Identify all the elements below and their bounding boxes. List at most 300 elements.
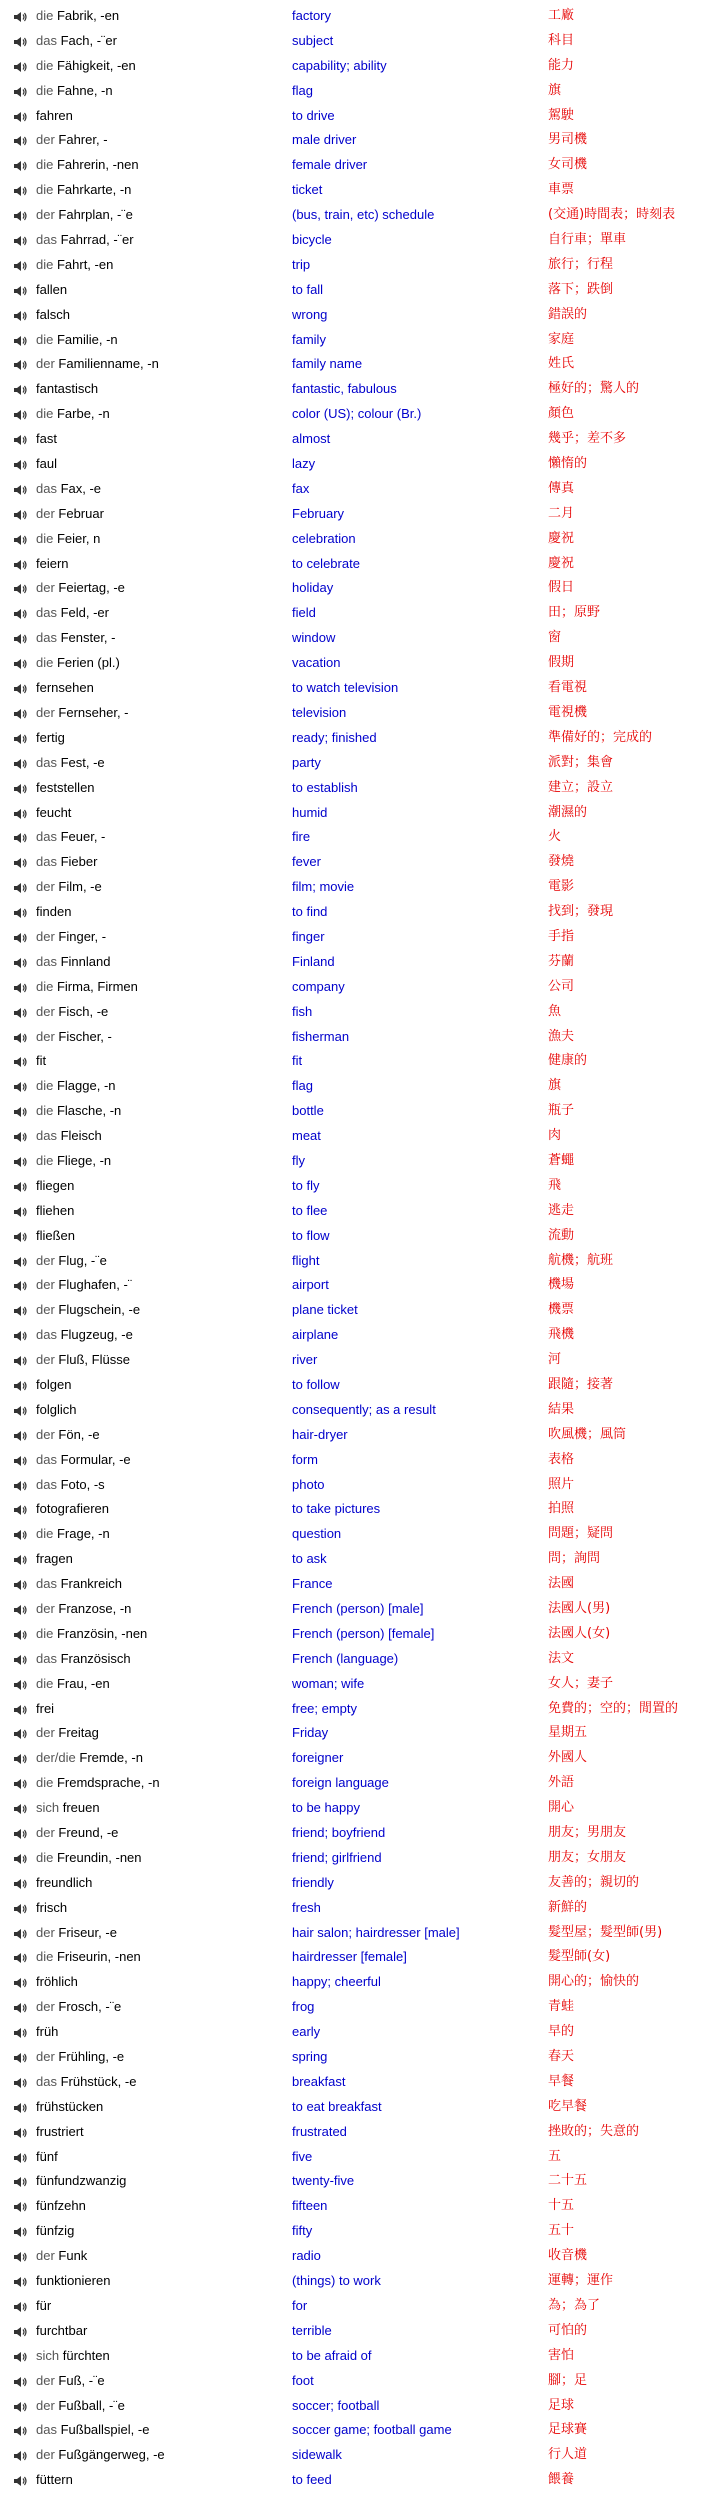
article: das <box>36 754 61 770</box>
speaker-icon[interactable] <box>13 2127 29 2139</box>
english-translation: photo <box>292 1476 325 1492</box>
chinese-translation: 問；詢問 <box>548 1551 601 1567</box>
vocab-row <box>0 2468 720 2493</box>
speaker-icon[interactable] <box>13 2401 29 2413</box>
speaker-icon[interactable] <box>13 260 29 272</box>
speaker-icon[interactable] <box>13 1380 29 1392</box>
german-term <box>36 1323 133 1348</box>
english-translation: to drive <box>292 107 335 123</box>
speaker-icon[interactable] <box>13 185 29 197</box>
speaker-icon[interactable] <box>13 907 29 919</box>
speaker-icon[interactable] <box>13 857 29 869</box>
vocab-row <box>0 1348 720 1373</box>
chinese-translation: 照片 <box>548 1476 575 1492</box>
speaker-icon[interactable] <box>13 832 29 844</box>
german-word: fit <box>36 1053 47 1069</box>
english-translation: to fly <box>292 1177 320 1193</box>
german-word: Fußball, -¨e <box>58 2397 125 2413</box>
speaker-icon[interactable] <box>13 1181 29 1193</box>
vocab-row <box>0 1373 720 1398</box>
speaker-icon[interactable] <box>13 160 29 172</box>
speaker-icon[interactable] <box>13 2276 29 2288</box>
english-translation: (bus, train, etc) schedule <box>292 207 435 223</box>
german-term <box>36 1547 73 1572</box>
speaker-icon[interactable] <box>13 359 29 371</box>
speaker-icon[interactable] <box>13 1554 29 1566</box>
speaker-icon[interactable] <box>13 2425 29 2437</box>
chinese-translation: 開心的；愉快的 <box>548 1974 640 1990</box>
german-word: Französisch <box>60 1650 131 1666</box>
speaker-icon[interactable] <box>13 1853 29 1865</box>
speaker-icon[interactable] <box>13 1679 29 1691</box>
german-word: fahren <box>36 107 73 123</box>
speaker-icon[interactable] <box>13 583 29 595</box>
vocab-row <box>0 576 720 601</box>
german-word: fünf <box>36 2148 58 2164</box>
speaker-icon[interactable] <box>13 2201 29 2213</box>
speaker-icon[interactable] <box>13 1256 29 1268</box>
german-word: Flug, -¨e <box>58 1252 107 1268</box>
article: der <box>36 1252 59 1268</box>
speaker-icon[interactable] <box>13 534 29 546</box>
chinese-translation: 女司機 <box>548 157 588 173</box>
vocab-row <box>0 2145 720 2170</box>
vocab-row <box>0 1423 720 1448</box>
chinese-translation: 早的 <box>548 2024 575 2040</box>
speaker-icon[interactable] <box>13 758 29 770</box>
speaker-icon[interactable] <box>13 459 29 471</box>
article: das <box>36 1128 61 1144</box>
english-translation: holiday <box>292 580 334 596</box>
german-term <box>36 1697 54 1722</box>
speaker-icon[interactable] <box>13 1903 29 1915</box>
chinese-translation: 航機；航班 <box>548 1252 614 1268</box>
speaker-icon[interactable] <box>13 1504 29 1516</box>
speaker-icon[interactable] <box>13 708 29 720</box>
english-translation: question <box>292 1526 342 1542</box>
speaker-icon[interactable] <box>13 2475 29 2487</box>
german-word: folgen <box>36 1376 72 1392</box>
speaker-icon[interactable] <box>13 1206 29 1218</box>
german-term <box>36 576 125 601</box>
speaker-icon[interactable] <box>13 2027 29 2039</box>
vocab-row <box>0 701 720 726</box>
speaker-icon[interactable] <box>13 135 29 147</box>
german-word: fotografieren <box>36 1501 109 1517</box>
vocab-row <box>0 1846 720 1871</box>
speaker-icon[interactable] <box>13 1480 29 1492</box>
german-word: Flugzeug, -e <box>60 1327 133 1343</box>
german-word: Formular, -e <box>60 1451 131 1467</box>
speaker-icon[interactable] <box>13 1032 29 1044</box>
speaker-icon[interactable] <box>13 957 29 969</box>
speaker-icon[interactable] <box>13 2176 29 2188</box>
english-translation: bicycle <box>292 232 332 248</box>
chinese-translation: 表格 <box>548 1451 575 1467</box>
speaker-icon[interactable] <box>13 932 29 944</box>
german-term <box>36 1921 117 1946</box>
chinese-translation: 機場 <box>548 1277 575 1293</box>
article: der <box>36 356 59 372</box>
german-word: fünfzehn <box>36 2198 86 2214</box>
chinese-translation: 建立；設立 <box>548 779 614 795</box>
speaker-icon[interactable] <box>13 1878 29 1890</box>
speaker-icon[interactable] <box>13 1778 29 1790</box>
speaker-icon[interactable] <box>13 1604 29 1616</box>
speaker-icon[interactable] <box>13 2251 29 2263</box>
german-term <box>36 2319 87 2344</box>
german-word: Fax, -e <box>60 480 102 496</box>
german-term <box>36 253 113 278</box>
german-term <box>36 1771 160 1796</box>
german-term <box>36 651 120 676</box>
vocab-row <box>0 104 720 129</box>
german-word: Finnland <box>60 953 111 969</box>
chinese-translation: 結果 <box>548 1401 575 1417</box>
german-term <box>36 2369 105 2394</box>
german-word: fast <box>36 431 57 447</box>
article: der <box>36 580 59 596</box>
german-term <box>36 1298 140 1323</box>
english-translation: airport <box>292 1277 329 1293</box>
speaker-icon[interactable] <box>13 1629 29 1641</box>
article: das <box>36 854 61 870</box>
german-term <box>36 2244 87 2269</box>
article: der <box>36 1426 59 1442</box>
german-word: fertig <box>36 729 65 745</box>
german-word: früh <box>36 2024 59 2040</box>
chinese-translation: 法文 <box>548 1650 575 1666</box>
german-term <box>36 477 101 502</box>
speaker-icon[interactable] <box>13 2052 29 2064</box>
english-translation: fit <box>292 1053 303 1069</box>
german-word: frühstücken <box>36 2098 104 2114</box>
speaker-icon[interactable] <box>13 2226 29 2238</box>
speaker-icon[interactable] <box>13 882 29 894</box>
vocab-row <box>0 2394 720 2419</box>
german-term <box>36 2468 73 2493</box>
english-translation: five <box>292 2148 313 2164</box>
chinese-translation: 飛機 <box>548 1327 575 1343</box>
german-word: Fisch, -e <box>58 1003 109 1019</box>
german-word: Fußballspiel, -e <box>60 2422 150 2438</box>
vocab-row <box>0 1871 720 1896</box>
german-word: Fest, -e <box>60 754 105 770</box>
german-term <box>36 54 136 79</box>
vocab-row <box>0 1049 720 1074</box>
speaker-icon[interactable] <box>13 1405 29 1417</box>
chinese-translation: 收音機 <box>548 2248 588 2264</box>
english-translation: capability; ability <box>292 57 387 73</box>
speaker-icon[interactable] <box>13 2077 29 2089</box>
article: der <box>36 1352 59 1368</box>
speaker-icon[interactable] <box>13 409 29 421</box>
vocab-row <box>0 2219 720 2244</box>
vocab-row <box>0 626 720 651</box>
article: der <box>36 1924 59 1940</box>
german-term <box>36 1074 116 1099</box>
german-word: Freund, -e <box>58 1825 119 1841</box>
german-term <box>36 29 117 54</box>
speaker-icon[interactable] <box>13 1305 29 1317</box>
vocab-row <box>0 1497 720 1522</box>
vocab-row <box>0 4 720 29</box>
german-word: frisch <box>36 1899 68 1915</box>
german-word: Fischer, - <box>58 1028 112 1044</box>
speaker-icon[interactable] <box>13 733 29 745</box>
speaker-icon[interactable] <box>13 11 29 23</box>
vocab-row <box>0 402 720 427</box>
vocab-row <box>0 2020 720 2045</box>
vocab-row <box>0 1896 720 1921</box>
german-word: furchtbar <box>36 2322 88 2338</box>
speaker-icon[interactable] <box>13 2450 29 2462</box>
vocab-row <box>0 1199 720 1224</box>
speaker-icon[interactable] <box>13 2351 29 2363</box>
speaker-icon[interactable] <box>13 1231 29 1243</box>
speaker-icon[interactable] <box>13 783 29 795</box>
speaker-icon[interactable] <box>13 1455 29 1467</box>
english-translation: fly <box>292 1152 305 1168</box>
article: der <box>36 704 59 720</box>
chinese-translation: 錯誤的 <box>548 306 588 322</box>
chinese-translation: 二月 <box>548 505 575 521</box>
vocab-row <box>0 925 720 950</box>
chinese-translation: 足球賽 <box>548 2422 588 2438</box>
vocab-row <box>0 1398 720 1423</box>
german-word: falsch <box>36 306 70 322</box>
speaker-icon[interactable] <box>13 484 29 496</box>
speaker-icon[interactable] <box>13 1529 29 1541</box>
speaker-icon[interactable] <box>13 1928 29 1940</box>
speaker-icon[interactable] <box>13 608 29 620</box>
german-term <box>36 1000 108 1025</box>
german-word: Franzose, -n <box>58 1601 132 1616</box>
english-translation: subject <box>292 32 334 48</box>
english-translation: friend; girlfriend <box>292 1849 382 1865</box>
german-word: Frage, -n <box>56 1526 110 1542</box>
english-translation: French (person) [male] <box>292 1601 424 1616</box>
chinese-translation: 慶祝 <box>548 555 575 571</box>
article: die <box>36 82 57 98</box>
speaker-icon[interactable] <box>13 509 29 521</box>
chinese-translation: 發燒 <box>548 854 575 870</box>
speaker-icon[interactable] <box>13 2376 29 2388</box>
vocab-row <box>0 1647 720 1672</box>
speaker-icon[interactable] <box>13 2002 29 2014</box>
english-translation: to flow <box>292 1227 330 1243</box>
speaker-icon[interactable] <box>13 2102 29 2114</box>
speaker-icon[interactable] <box>13 285 29 297</box>
chinese-translation: 可怕的 <box>548 2322 588 2338</box>
speaker-icon[interactable] <box>13 61 29 73</box>
chinese-translation: 手指 <box>548 928 575 944</box>
german-term <box>36 1871 92 1896</box>
english-translation: river <box>292 1352 318 1368</box>
speaker-icon[interactable] <box>13 1156 29 1168</box>
speaker-icon[interactable] <box>13 1803 29 1815</box>
german-word: Fahrkarte, -n <box>56 182 132 198</box>
speaker-icon[interactable] <box>13 808 29 820</box>
vocab-row <box>0 2344 720 2369</box>
german-term <box>36 1174 74 1199</box>
german-word: Fähigkeit, -en <box>56 57 136 73</box>
chinese-translation: 窗 <box>548 630 562 646</box>
english-translation: flight <box>292 1252 320 1268</box>
english-translation: meat <box>292 1128 321 1144</box>
german-term <box>36 1448 131 1473</box>
vocab-row <box>0 875 720 900</box>
german-word: Finger, - <box>58 928 107 944</box>
speaker-icon[interactable] <box>13 1106 29 1118</box>
chinese-translation: 能力 <box>548 57 575 73</box>
german-word: fliegen <box>36 1177 75 1193</box>
german-term <box>36 402 110 427</box>
chinese-translation: 魚 <box>548 1003 562 1019</box>
speaker-icon[interactable] <box>13 1430 29 1442</box>
speaker-icon[interactable] <box>13 2301 29 2313</box>
speaker-icon[interactable] <box>13 1952 29 1964</box>
speaker-icon[interactable] <box>13 658 29 670</box>
chinese-translation: 法國 <box>548 1576 575 1592</box>
vocab-row <box>0 1821 720 1846</box>
speaker-icon[interactable] <box>13 2326 29 2338</box>
chinese-translation: 五 <box>548 2148 562 2164</box>
vocab-row <box>0 228 720 253</box>
speaker-icon[interactable] <box>13 1828 29 1840</box>
english-translation: foot <box>292 2372 314 2388</box>
english-translation: breakfast <box>292 2073 346 2089</box>
speaker-icon[interactable] <box>13 235 29 247</box>
speaker-icon[interactable] <box>13 384 29 396</box>
english-translation: to take pictures <box>292 1501 381 1517</box>
german-word: Februar <box>58 505 104 521</box>
speaker-icon[interactable] <box>13 1007 29 1019</box>
speaker-icon[interactable] <box>13 1081 29 1093</box>
english-translation: company <box>292 978 345 994</box>
speaker-icon[interactable] <box>13 1704 29 1716</box>
german-word: Flasche, -n <box>56 1103 122 1119</box>
chinese-translation: 二十五 <box>548 2173 588 2189</box>
speaker-icon[interactable] <box>13 1977 29 1989</box>
vocab-row <box>0 377 720 402</box>
speaker-icon[interactable] <box>13 1579 29 1591</box>
chinese-translation: 旗 <box>548 1078 562 1094</box>
speaker-icon[interactable] <box>13 310 29 322</box>
speaker-icon[interactable] <box>13 1330 29 1342</box>
german-word: Freundin, -nen <box>56 1849 142 1865</box>
speaker-icon[interactable] <box>13 1131 29 1143</box>
chinese-translation: 肉 <box>548 1128 562 1144</box>
speaker-icon[interactable] <box>13 982 29 994</box>
english-translation: to be happy <box>292 1800 360 1816</box>
german-word: für <box>36 2297 52 2313</box>
speaker-icon[interactable] <box>13 210 29 222</box>
chinese-translation: 派對；集會 <box>548 754 614 770</box>
chinese-translation: 假日 <box>548 580 575 596</box>
speaker-icon[interactable] <box>13 36 29 48</box>
article: die <box>36 331 57 347</box>
article: der <box>36 1725 59 1741</box>
vocab-row <box>0 1597 720 1622</box>
german-word: feststellen <box>36 779 95 795</box>
english-translation: to eat breakfast <box>292 2098 382 2114</box>
german-word: folglich <box>36 1401 77 1417</box>
speaker-icon[interactable] <box>13 559 29 571</box>
german-word: Frühling, -e <box>58 2049 125 2065</box>
vocab-row <box>0 1273 720 1298</box>
german-term <box>36 1970 78 1995</box>
vocab-row <box>0 1149 720 1174</box>
speaker-icon[interactable] <box>13 1280 29 1292</box>
german-term <box>36 601 109 626</box>
article: das <box>36 2073 61 2089</box>
german-word: feiern <box>36 555 69 571</box>
speaker-icon[interactable] <box>13 1355 29 1367</box>
speaker-icon[interactable] <box>13 434 29 446</box>
german-word: fürchten <box>62 2347 110 2363</box>
german-word: Fremde, -n <box>79 1750 143 1766</box>
english-translation: soccer game; football game <box>292 2422 452 2438</box>
german-term <box>36 2269 110 2294</box>
vocab-row <box>0 1746 720 1771</box>
english-translation: airplane <box>292 1327 339 1343</box>
speaker-icon[interactable] <box>13 1056 29 1068</box>
german-word: frei <box>36 1700 55 1716</box>
chinese-translation: 朋友；女朋友 <box>548 1849 627 1865</box>
english-translation: television <box>292 704 347 720</box>
german-term <box>36 1398 76 1423</box>
article: die <box>36 256 57 272</box>
article: das <box>36 480 61 496</box>
chinese-translation: 吃早餐 <box>548 2098 588 2114</box>
german-word: Fliege, -n <box>56 1152 112 1168</box>
vocab-row <box>0 825 720 850</box>
german-term <box>36 2020 58 2045</box>
speaker-icon[interactable] <box>13 86 29 98</box>
article: der <box>36 1277 59 1293</box>
speaker-icon[interactable] <box>13 1728 29 1740</box>
speaker-icon[interactable] <box>13 111 29 123</box>
german-term <box>36 1672 110 1697</box>
vocab-row <box>0 1174 720 1199</box>
article: die <box>36 182 57 198</box>
english-translation: family name <box>292 356 363 372</box>
german-term <box>36 2344 110 2369</box>
chinese-translation: 瓶子 <box>548 1103 575 1119</box>
chinese-translation: 為；為了 <box>548 2297 601 2313</box>
speaker-icon[interactable] <box>13 1753 29 1765</box>
german-word: Fenster, - <box>60 630 116 646</box>
english-translation: fantastic, fabulous <box>292 381 397 397</box>
article: die <box>36 1849 57 1865</box>
article: die <box>36 1675 57 1691</box>
vocab-row <box>0 726 720 751</box>
chinese-translation: 跟隨；接著 <box>548 1376 614 1392</box>
english-translation: humid <box>292 804 328 820</box>
speaker-icon[interactable] <box>13 2152 29 2164</box>
speaker-icon[interactable] <box>13 1654 29 1666</box>
chinese-translation: 準備好的；完成的 <box>548 729 653 745</box>
speaker-icon[interactable] <box>13 335 29 347</box>
speaker-icon[interactable] <box>13 683 29 695</box>
german-term <box>36 2294 51 2319</box>
article: die <box>36 1949 57 1965</box>
article: der <box>36 1825 59 1841</box>
speaker-icon[interactable] <box>13 633 29 645</box>
vocab-row <box>0 203 720 228</box>
english-translation: plane ticket <box>292 1302 358 1318</box>
